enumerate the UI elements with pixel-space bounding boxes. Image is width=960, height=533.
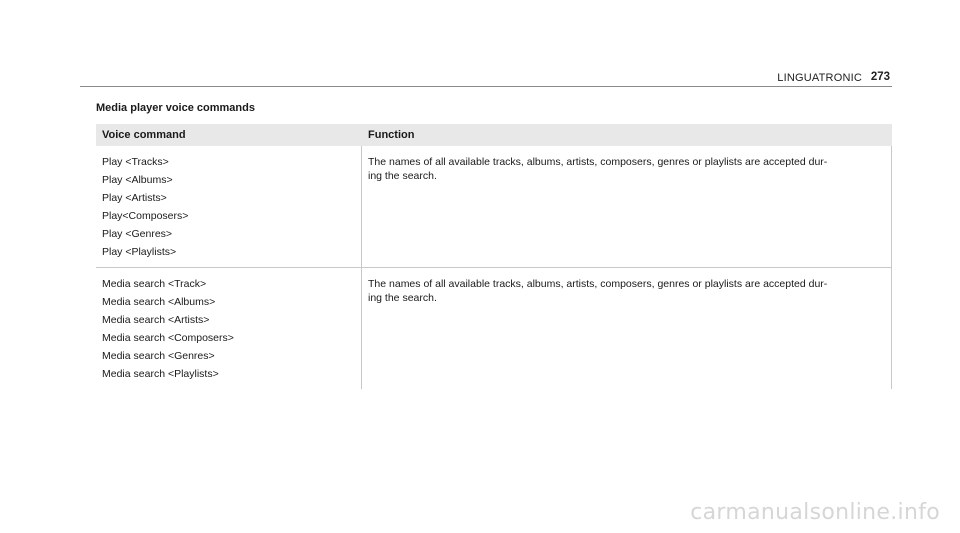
voice-command: Media search <Playlists> bbox=[102, 368, 219, 380]
voice-command: Media search <Genres> bbox=[102, 350, 215, 362]
voice-command: Media search <Artists> bbox=[102, 314, 210, 326]
function-cell bbox=[362, 268, 892, 389]
voice-command: Play <Tracks> bbox=[102, 156, 169, 168]
voice-command: Play<Composers> bbox=[102, 210, 189, 222]
voice-command: Play <Genres> bbox=[102, 228, 173, 240]
voice-commands-table bbox=[96, 124, 892, 389]
voice-command: Play <Albums> bbox=[102, 174, 173, 186]
function-description: The names of all available tracks, albums, artists, composers, genres or playlists are accepted dur- ing the search. bbox=[368, 156, 828, 182]
page-header bbox=[0, 0, 960, 90]
voice-command: Media search <Track> bbox=[102, 278, 207, 290]
table-row bbox=[96, 268, 892, 389]
watermark: carmanualsonline.info bbox=[690, 500, 940, 525]
voice-command: Play <Playlists> bbox=[102, 246, 177, 258]
header-divider bbox=[80, 86, 892, 87]
page-number: 273 bbox=[870, 71, 890, 83]
table-header bbox=[96, 124, 892, 146]
section-title: Media player voice commands bbox=[96, 102, 255, 114]
voice-command: Play <Artists> bbox=[102, 192, 167, 204]
voice-command: Media search <Albums> bbox=[102, 296, 216, 308]
table-row bbox=[96, 146, 892, 268]
voice-command-cell bbox=[96, 268, 362, 389]
voice-command: Media search <Composers> bbox=[102, 332, 234, 344]
section-name: LINGUATRONIC bbox=[777, 72, 862, 84]
function-description: The names of all available tracks, albums, artists, composers, genres or playlists are accepted dur- ing the search. bbox=[368, 278, 828, 304]
voice-command-cell bbox=[96, 146, 362, 267]
function-cell bbox=[362, 146, 892, 267]
column-header-function: Function bbox=[368, 129, 415, 141]
column-header-voice-command: Voice command bbox=[102, 129, 186, 141]
